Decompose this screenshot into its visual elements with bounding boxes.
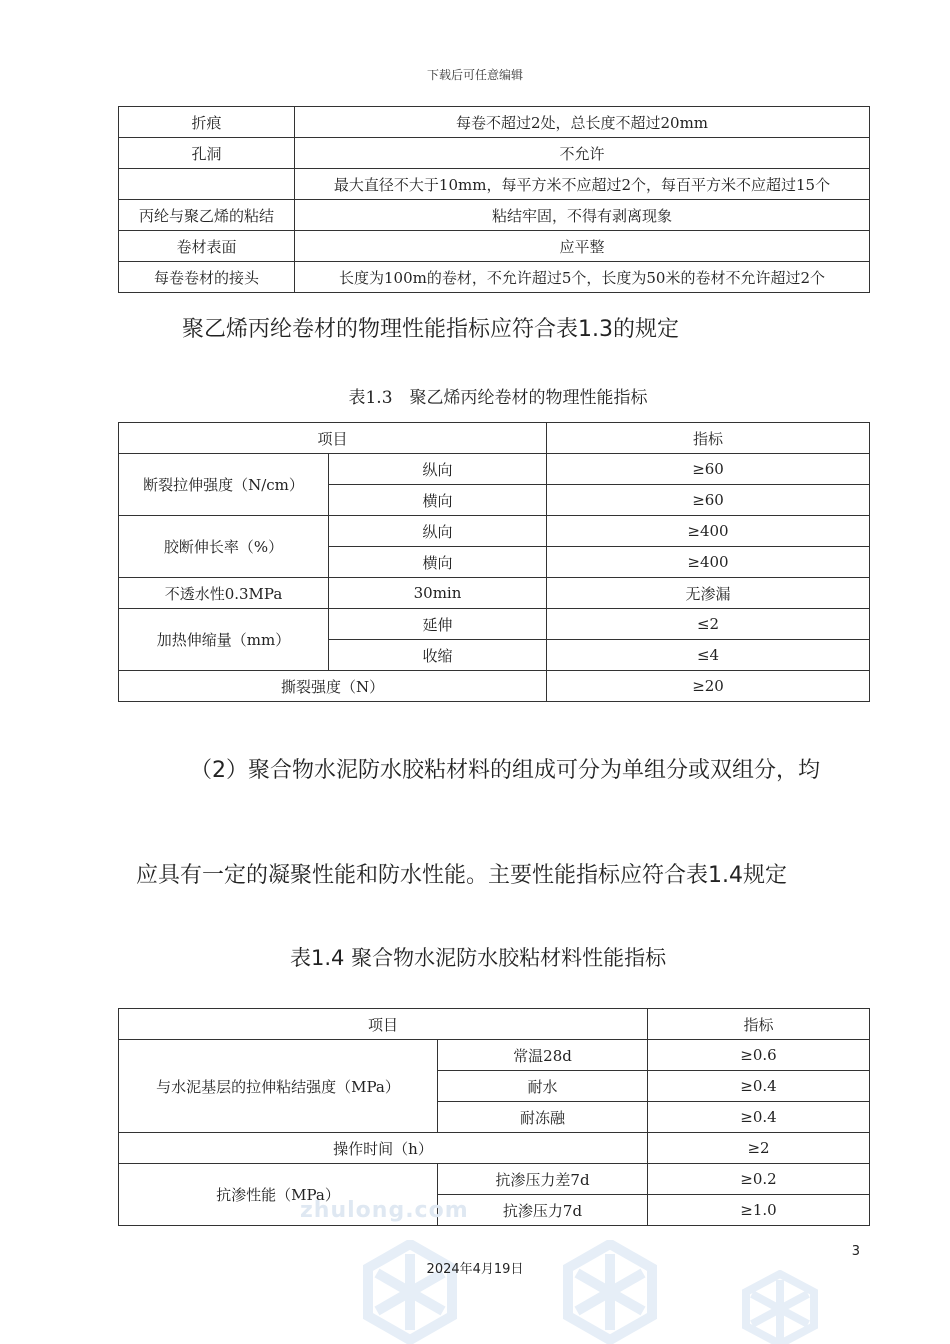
header-item: 项目 (119, 1009, 648, 1040)
table-cell: ≥0.4 (648, 1102, 870, 1133)
table-cell: 横向 (329, 485, 547, 516)
paragraph-line: （2）聚合物水泥防水胶粘材料的组成可分为单组分或双组分，均 (190, 758, 820, 783)
table-row (119, 231, 870, 262)
row-label: 胶断伸长率（%） (119, 516, 329, 578)
table-cell: 每卷不超过2处，总长度不超过20mm (295, 107, 870, 138)
table-cell: 耐冻融 (438, 1102, 648, 1133)
table-row (119, 1164, 870, 1195)
table-cell: 孔洞 (119, 138, 295, 169)
paragraph: 聚乙烯丙纶卷材的物理性能指标应符合表1.3的规定 (182, 317, 679, 342)
table-row (119, 138, 870, 169)
table-cell: ≤4 (547, 640, 870, 671)
table-cell: 卷材表面 (119, 231, 295, 262)
table-cell: 粘结牢固，不得有剥离现象 (295, 200, 870, 231)
table-cell: 纵向 (329, 516, 547, 547)
table-cell: 不允许 (295, 138, 870, 169)
table-cell: ≥2 (648, 1133, 870, 1164)
row-label: 撕裂强度（N） (119, 671, 547, 702)
table-cell: 应平整 (295, 231, 870, 262)
defects-table (118, 106, 870, 293)
table-row (119, 200, 870, 231)
physical-properties-table (118, 422, 870, 702)
header-index: 指标 (648, 1009, 870, 1040)
table-caption: 表1.3 聚乙烯丙纶卷材的物理性能指标 (348, 388, 648, 408)
header-index: 指标 (547, 423, 870, 454)
table-cell: 常温28d (438, 1040, 648, 1071)
table-cell: ≥60 (547, 485, 870, 516)
page-number: 3 (851, 1244, 860, 1259)
watermark-snowflake-icon (560, 1240, 660, 1344)
row-label: 操作时间（h） (119, 1133, 648, 1164)
adhesive-properties-table (118, 1008, 870, 1226)
page-header: 下载后可任意编辑 (426, 68, 523, 82)
table-cell: ≤2 (547, 609, 870, 640)
table-cell: 丙纶与聚乙烯的粘结 (119, 200, 295, 231)
table-row (119, 578, 870, 609)
table-cell: ≥60 (547, 454, 870, 485)
row-label: 加热伸缩量（mm） (119, 609, 329, 671)
table-cell: ≥0.4 (648, 1071, 870, 1102)
table-cell: 抗渗压力差7d (438, 1164, 648, 1195)
header-item: 项目 (119, 423, 547, 454)
table-cell: 每卷卷材的接头 (119, 262, 295, 293)
table-row (119, 1040, 870, 1071)
table-cell: 折痕 (119, 107, 295, 138)
table-cell: ≥400 (547, 547, 870, 578)
table-cell: 30min (329, 578, 547, 609)
table-cell: 延伸 (329, 609, 547, 640)
table-cell: 纵向 (329, 454, 547, 485)
table-cell: 耐水 (438, 1071, 648, 1102)
row-label: 与水泥基层的拉伸粘结强度（MPa） (119, 1040, 438, 1133)
table-row (119, 262, 870, 293)
table-header-row (119, 423, 870, 454)
table-cell: ≥20 (547, 671, 870, 702)
table-row (119, 454, 870, 485)
table-cell: ≥400 (547, 516, 870, 547)
table-cell: 无渗漏 (547, 578, 870, 609)
watermark-snowflake-icon (740, 1270, 820, 1344)
table-header-row (119, 1009, 870, 1040)
row-label: 断裂拉伸强度（N/cm） (119, 454, 329, 516)
paragraph-line: 应具有一定的凝聚性能和防水性能。主要性能指标应符合表1.4规定 (136, 863, 787, 888)
table-row (119, 609, 870, 640)
table-cell: 抗渗压力7d (438, 1195, 648, 1226)
table-cell: 横向 (329, 547, 547, 578)
table-cell: ≥1.0 (648, 1195, 870, 1226)
row-label: 抗渗性能（MPa） (119, 1164, 438, 1226)
table-cell: 收缩 (329, 640, 547, 671)
row-label: 不透水性0.3MPa (119, 578, 329, 609)
table-cell: ≥0.2 (648, 1164, 870, 1195)
table-caption: 表1.4 聚合物水泥防水胶粘材料性能指标 (290, 946, 667, 970)
table-cell: 长度为100m的卷材，不允许超过5个，长度为50米的卷材不允许超过2个 (295, 262, 870, 293)
table-row (119, 169, 870, 200)
table-row (119, 107, 870, 138)
table-row (119, 671, 870, 702)
table-row (119, 1133, 870, 1164)
table-cell: ≥0.6 (648, 1040, 870, 1071)
table-row (119, 516, 870, 547)
footer-date: 2024年4月19日 (426, 1262, 524, 1277)
watermark-snowflake-icon (360, 1240, 460, 1344)
table-cell: 最大直径不大于10mm，每平方米不应超过2个，每百平方米不应超过15个 (295, 169, 870, 200)
table-cell (119, 169, 295, 200)
watermark-text: zhulong.com (300, 1198, 469, 1223)
